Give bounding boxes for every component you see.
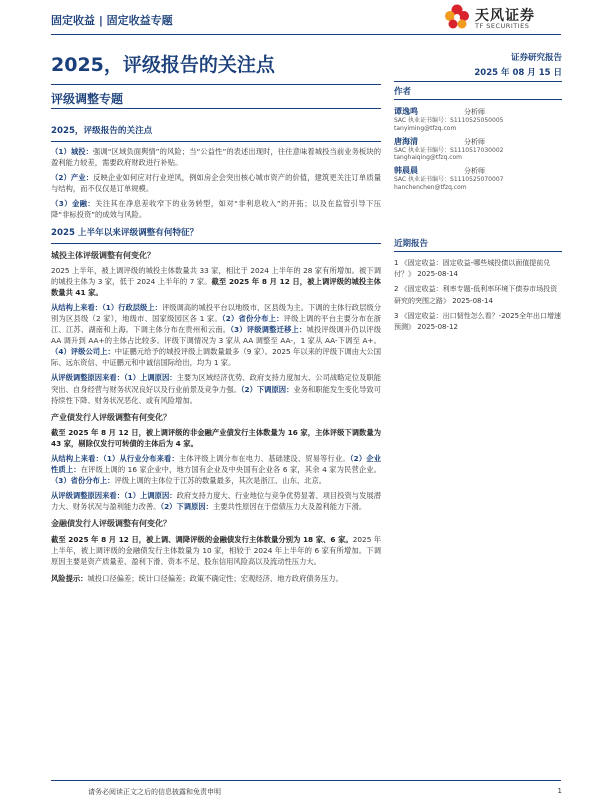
recent-reports-label: 近期报告 [394, 239, 429, 249]
section-divider [51, 243, 381, 244]
paragraph: 从评级调整原因来看：（1）上调原因：政府支持力度大、行业地位与竞争优势显著、项目投资与发展潜力大、财务状况与盈利能力改善。（2）下调原因：主要共性原因在于偿债压力大及盈利能力下滑。 [51, 491, 381, 512]
paragraph: 2025 上半年，被上调评级的城投主体数量共 33 家，相比于 2024 上半年的 28 家有所增加。被下调的城投主体为 3 家，低于 2024 上半年的 7 家。截至 2025 年 8 月 12 日，被上调评级的城投主体数量共 41 家。 [51, 265, 381, 297]
section-divider [51, 141, 381, 142]
recent-divider [394, 251, 562, 252]
paragraph: 从结构上来看：（1）从行业分布来看：主体评级上调分布在电力、基础建设、贸易等行业。（2）企业性质上：在评级上调的 16 家企业中，地方国有企业及中央国有企业各 6 家，其余 4 家为民营企业。（3）省份分布上：评级上调的主体位于江苏的数量最多，其次是浙江、山东、北京。 [51, 454, 382, 486]
title-divider [51, 84, 381, 85]
header-divider [51, 34, 561, 35]
paragraph: （3）金融：关注其在净息差收窄下的业务转型，如对“非利息收入”的开拓；以及在监管引导下压降“非标投资”的成效与风险。 [51, 199, 382, 220]
recent-report-link[interactable]: 2 《固定收益：利率专题-低利率环境下债券市场投资研究的突围之路》 2025-08-14 [394, 285, 558, 305]
report-title: 2025，评级报告的关注点 [51, 54, 275, 76]
logo-name-cn: 天风证券 [475, 8, 535, 24]
author-email[interactable]: hanchenchen@tfzq.com [394, 183, 467, 191]
main-content [51, 125, 381, 588]
authors-panel [394, 85, 562, 192]
author-card: 谭逸鸣 分析师 SAC 执业证书编号：S1110525050005 tanyiming@tfzq.com [394, 106, 562, 133]
report-category: 固定收益 | 固定收益专题 [51, 14, 173, 27]
subsection-heading: 金融债发行人评级调整有何变化？ [51, 519, 171, 529]
recent-reports-panel [394, 237, 562, 337]
paragraph: （2）产业：反映企业如何应对行业逆风，例如房企会突出核心城市资产的价值，建筑更关注订单质量与结构，而不仅仅是订单规模。 [51, 173, 382, 194]
subsection-heading: 产业债发行人评级调整有何变化？ [51, 412, 171, 422]
page-number: 1 [557, 787, 562, 795]
paragraph: 从评级调整原因来看：（1）上调原因：主要为区域经济优势、政府支持力度加大、公司战略定位及职能突出、自身经营与财务状况良好以及行业前景及竞争力强。（2）下调原因：业务和职能发生变化导致可持续性下降、财务状况恶化、或有风险增加。 [51, 373, 382, 405]
section-heading: 2025，评级报告的关注点 [51, 126, 153, 136]
authors-label: 作者 [394, 87, 412, 97]
paragraph: 从结构上来看：（1）行政层级上：评级调高的城投平台以地级市、区县级为主。下调的主体行政层级分别为区县级（2 家），地级市、国家级园区各 1 家。（2）省份分布上：评级上调的平台主要分布在浙江、江苏、湖南和上海。下调主体分布在贵州和云南。（3）评级调整迁移上：城投评级调升仍以评级 AA 调升到 AA+的主体占比较多。评级下调情况为 3 家从 AA 调整至 AA-，1 家从 AA-下调至 A+。（4）评级公司上：中证鹏元给予的城投评级上调数量最多（9 家）。2025 年以来的评级下调由大公国际、远东资信、中证鹏元和中诚信国际给出，均为 1 家。 [51, 302, 382, 368]
recent-report-link[interactable]: 3 《固定收益：出口韧性怎么看？-2025全年出口增速预测》 2025-08-12 [394, 311, 562, 331]
recent-report-link[interactable]: 1 《固定收益：固定收益-哪些城投债以面值提前兑付？》 2025-08-14 [394, 259, 551, 279]
authors-divider [394, 99, 562, 100]
risk-warning: 风险提示：城投口径偏差；统计口径偏差；政策不确定性；宏观经济、地方政府债务压力。 [51, 573, 343, 583]
paragraph: 截至 2025 年 8 月 12 日，被上调评级的非金融产业债发行主体数量为 16 家，主体评级下调数量为 43 家，剔除仅发行可转债的主体后为 4 家。 [51, 427, 381, 448]
author-card: 唐海清 分析师 SAC 执业证书编号：S1110517030002 tanghaiqing@tfzq.com [394, 136, 562, 163]
section-heading: 2025 上半年以来评级调整有何特征？ [51, 227, 199, 238]
author-email[interactable]: tanyiming@tfzq.com [394, 124, 457, 132]
report-type: 证券研究报告 [510, 53, 562, 63]
author-card: 韩晨晨 分析师 SAC 执业证书编号：S1110525070007 hanchenchen@tfzq.com [394, 165, 562, 192]
report-date: 2025 年 08 月 15 日 [474, 68, 562, 78]
flower-logo-icon [442, 2, 472, 32]
topic-divider [51, 108, 381, 109]
subsection-heading: 城投主体评级调整有何变化？ [51, 250, 155, 260]
footer-disclaimer: 请务必阅读正文之后的信息披露和免责申明 [88, 788, 221, 796]
company-logo [442, 2, 562, 32]
paragraph: （1）城投：强调“区域负面舆情”的风险；当“公益性”的表述出现时，往往意味着城投当前业务板块的盈利能力较差，需要政府财政进行补贴。 [51, 147, 381, 168]
sidebar-date-divider [394, 81, 562, 82]
topic-heading: 评级调整专题 [51, 92, 124, 106]
paragraph: 截至 2025 年 8 月 12 日，被上调、调降评级的金融债发行主体数量分别为 18 家、6 家。2025 年上半年，被上调评级的金融债发行主体数量为 10 家，相较于 2024 年上半年的 6 家有所增加。下调原因主要是资产质量差、盈利下滑、资本不足、股东信用风险高以及流动性压力大。 [51, 534, 382, 566]
author-email[interactable]: tanghaiqing@tfzq.com [394, 154, 463, 162]
logo-name-en: TF SECURITIES [475, 22, 530, 30]
footer-divider [51, 780, 561, 781]
